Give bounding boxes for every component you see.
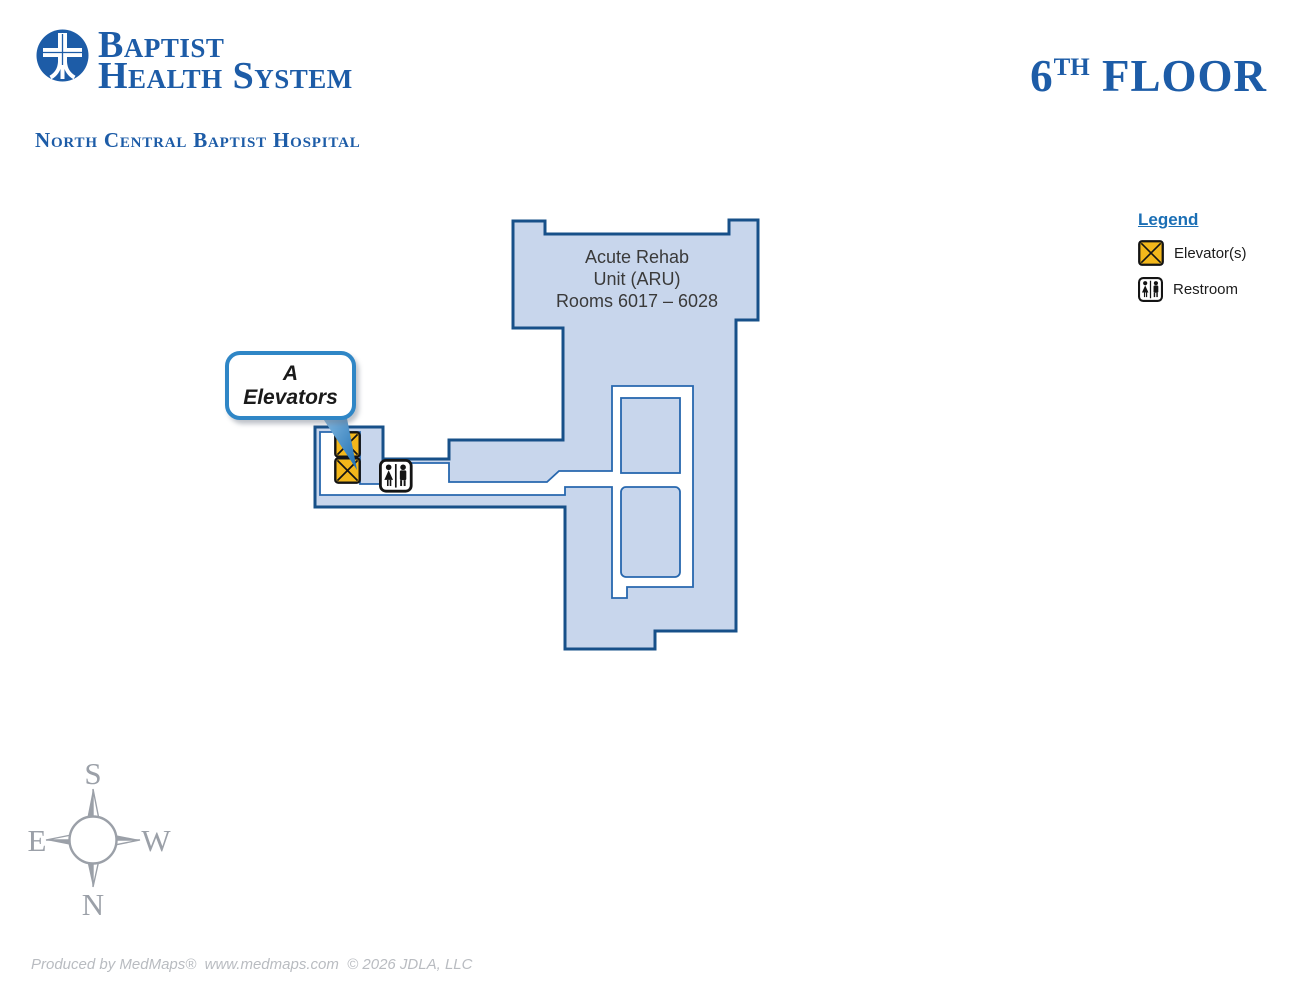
compass-label-south: S xyxy=(84,756,102,791)
floor-ordinal: TH xyxy=(1053,54,1090,81)
brand-name-line1: Baptist xyxy=(98,24,225,66)
unit-label xyxy=(516,246,758,312)
restroom-icon xyxy=(1138,277,1163,302)
baptist-health-logo-icon xyxy=(36,29,89,82)
legend xyxy=(1138,210,1247,313)
legend-item-restroom xyxy=(1138,277,1247,302)
legend-item-elevators xyxy=(1138,240,1247,266)
elevators-callout xyxy=(225,351,356,420)
legend-item-label: Restroom xyxy=(1173,281,1239,298)
restroom-icon xyxy=(380,460,411,491)
compass-label-east: E xyxy=(27,823,47,858)
callout-line1: A xyxy=(282,361,299,385)
compass-rose xyxy=(28,756,172,922)
brand-name-line2: Health System xyxy=(98,55,353,97)
courtyard-room-lower xyxy=(621,487,680,577)
legend-item-label: Elevator(s) xyxy=(1174,244,1247,262)
floor-title xyxy=(1030,50,1267,102)
elevator-icon xyxy=(1138,240,1164,266)
compass-label-west: W xyxy=(141,823,171,858)
callout-line2: Elevators xyxy=(243,385,338,409)
compass-label-north: N xyxy=(81,887,105,922)
floor-word: FLOOR xyxy=(1101,51,1267,101)
brand-name xyxy=(98,24,353,97)
unit-label-line3: Rooms 6017 – 6028 xyxy=(555,291,719,311)
unit-label-line1: Acute Rehab xyxy=(584,247,690,267)
legend-title: Legend xyxy=(1138,210,1199,229)
hospital-name: North Central Baptist Hospital xyxy=(35,128,361,152)
credit-line: Produced by MedMaps® www.medmaps.com © 2026 JDLA, LLC xyxy=(31,956,473,973)
floor-number: 6 xyxy=(1030,51,1054,101)
courtyard-room-upper xyxy=(621,398,680,473)
unit-label-line2: Unit (ARU) xyxy=(593,269,681,289)
